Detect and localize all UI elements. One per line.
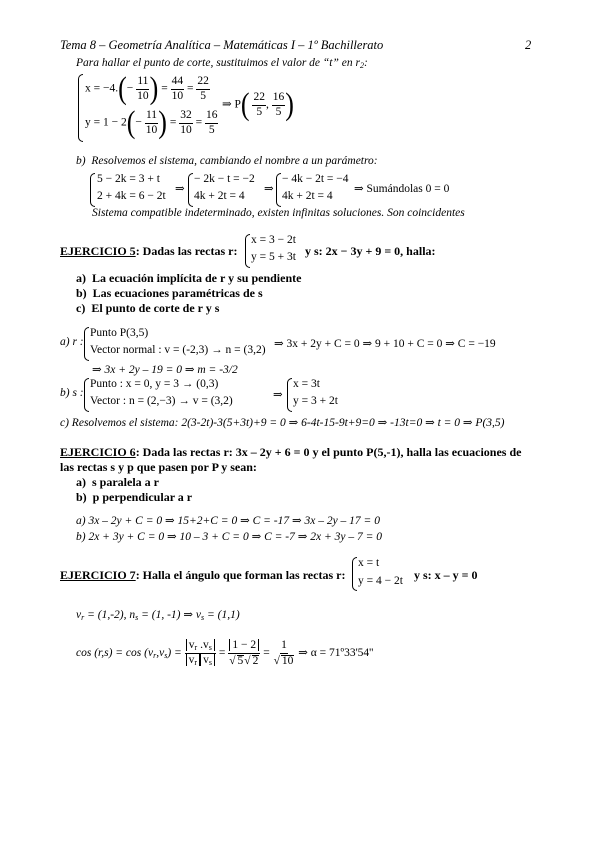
page-header-title: Tema 8 – Geometría Analítica – Matemáticas I – 1º Bachillerato xyxy=(60,38,384,52)
page-number: 2 xyxy=(525,38,532,52)
ex5-item-c: c) El punto de corte de r y s xyxy=(76,301,220,315)
ex5-sol-a-label: a) r : xyxy=(60,336,84,348)
part-b-system-2-eq2: 4k + 2t = 4 xyxy=(194,190,245,202)
ex6-sol-b: b) 2x + 3y + C = 0 ⇒ 10 – 3 + C = 0 ⇒ C = -7 ⇒ 2x + 3y – 7 = 0 xyxy=(76,531,382,543)
cos-fraction-2: $\frac{1 - 2}{√ 5√ 2}$ xyxy=(229,639,259,667)
ex6-statement-2: las rectas s y p que pasen por P y sean: xyxy=(60,460,257,474)
ex6-item-b: b) p perpendicular a r xyxy=(76,490,193,504)
ex5-statement: EJERCICIO 5: Dadas las rectas r: xyxy=(60,244,238,258)
part-b-system-3-eq2: 4k + 2t = 4 xyxy=(282,190,333,202)
ex5-sol-b-result1: x = 3t xyxy=(293,378,320,390)
part-b-system-1-eq2: 2 + 4k = 6 − 2t xyxy=(97,190,166,202)
ex7-statement: EJERCICIO 7: Halla el ángulo que forman las rectas r: xyxy=(60,568,346,582)
ex7-r-eq1: x = t xyxy=(358,557,380,569)
ex5-sol-a-line1: Punto P(3,5) xyxy=(90,327,149,339)
ex7-title: EJERCICIO 7 xyxy=(60,568,136,582)
ex5-r-eq1: x = 3 − 2t xyxy=(251,234,296,246)
part-b-brace-1 xyxy=(90,173,95,207)
part-b-brace-3 xyxy=(276,173,281,207)
ex5-sol-b-arrow: ⇒ xyxy=(273,389,283,401)
ex5-sol-b-result-brace xyxy=(287,378,292,412)
ex7-statement-b: y s: x – y = 0 xyxy=(414,568,478,582)
ex7-cos-formula: $\cos (r,s) = \cos (v_r,v_s)$ = $\frac{v_r .v_s}{v_r v_s}$ = $\frac{1 - 2}{√ 5√ 2}$ = $\frac{1}{√ 10}$ ⇒ α = 71º33'54'' xyxy=(76,639,374,667)
ex5-sol-a-line2: Vector normal : v = (-2,3) → n = (3,2) xyxy=(90,344,266,356)
ex5-r-eq2: y = 5 + 3t xyxy=(251,251,296,263)
part-b-arrow-1: ⇒ xyxy=(175,183,185,195)
ex5-title: EJERCICIO 5 xyxy=(60,244,136,258)
ex5-item-a: a) La ecuación implícita de r y su pendiente xyxy=(76,271,302,285)
ex7-vectors: $v_r = (1,-2)$, $n_s = (1$, -1) ⇒ $v_s = (1,1)$ xyxy=(76,609,240,622)
ex7-r-brace xyxy=(352,557,357,591)
ex7-r-eq2: y = 4 − 2t xyxy=(358,575,403,587)
ex6-statement-1: EJERCICIO 6: Dada las rectas r: 3x – 2y + 6 = 0 y el punto P(5,-1), halla las ecuaciones de xyxy=(60,445,522,459)
intro-y-row: y = 1 − 2(− $\frac{11}{10}$ ) = $\frac{32}{10}$ = $\frac{16}{5}$ xyxy=(85,105,218,140)
ex5-item-b: b) Las ecuaciones paramétricas de s xyxy=(76,286,263,300)
ex5-sol-a-result2: ⇒ 3x + 2y – 19 = 0 ⇒ m = -3/2 xyxy=(92,364,238,376)
part-b-system-2-eq1: − 2k − t = −2 xyxy=(194,173,255,185)
intro-result-point: ⇒ P( $\frac{22}{5}$ , $\frac{16}{5}$ ) xyxy=(222,87,294,122)
cos-fraction-1: $\frac{v_r .v_s}{v_r v_s}$ xyxy=(185,640,216,667)
part-b-arrow-2: ⇒ xyxy=(264,183,274,195)
ex6-title: EJERCICIO 6 xyxy=(60,445,136,459)
part-b-brace-2 xyxy=(188,173,193,207)
ex5-statement-b: y s: 2x − 3y + 9 = 0, halla: xyxy=(305,244,436,258)
ex5-sol-b-line2: Vector : n = (2,−3) → v = (3,2) xyxy=(90,395,233,407)
ex5-sol-a-brace xyxy=(84,327,89,361)
part-b-text: b) Resolvemos el sistema, cambiando el nombre a un parámetro: xyxy=(76,155,378,167)
ex5-sol-b-result2: y = 3 + 2t xyxy=(293,395,338,407)
part-b-conclusion: ⇒ Sumándolas 0 = 0 xyxy=(354,183,450,195)
ex5-sol-c: c) Resolvemos el sistema: 2(3-2t)-3(5+3t)+9 = 0 ⇒ 6-4t-15-9t+9=0 ⇒ -13t=0 ⇒ t = 0 ⇒ P(3,5) xyxy=(60,417,505,429)
intro-text: Para hallar el punto de corte, sustituimos el valor de “t” en $r_2$: xyxy=(76,57,368,70)
ex5-sol-a-result: ⇒ 3x + 2y + C = 0 ⇒ 9 + 10 + C = 0 ⇒ C = −19 xyxy=(274,338,496,350)
intro-brace xyxy=(78,74,83,142)
part-b-note: Sistema compatible indeterminado, existen infinitas soluciones. Son coincidentes xyxy=(92,207,465,219)
ex5-sol-b-label: b) s : xyxy=(60,387,84,399)
part-b-system-1-eq1: 5 − 2k = 3 + t xyxy=(97,173,160,185)
ex5-sol-b-brace xyxy=(84,378,89,412)
ex5-sol-b-line1: Punto : x = 0, y = 3 → (0,3) xyxy=(90,378,219,390)
ex5-r-brace xyxy=(245,234,250,268)
part-b-system-3-eq1: − 4k − 2t = −4 xyxy=(282,173,349,185)
ex6-sol-a: a) 3x – 2y + C = 0 ⇒ 15+2+C = 0 ⇒ C = -17 ⇒ 3x – 2y – 17 = 0 xyxy=(76,515,380,527)
intro-x-row: x = −4.(− $\frac{11}{10}$ ) = $\frac{44}{10}$ = $\frac{22}{5}$ xyxy=(85,71,209,106)
ex6-item-a: a) s paralela a r xyxy=(76,475,159,489)
cos-fraction-3: $\frac{1}{√ 10}$ xyxy=(273,639,294,667)
